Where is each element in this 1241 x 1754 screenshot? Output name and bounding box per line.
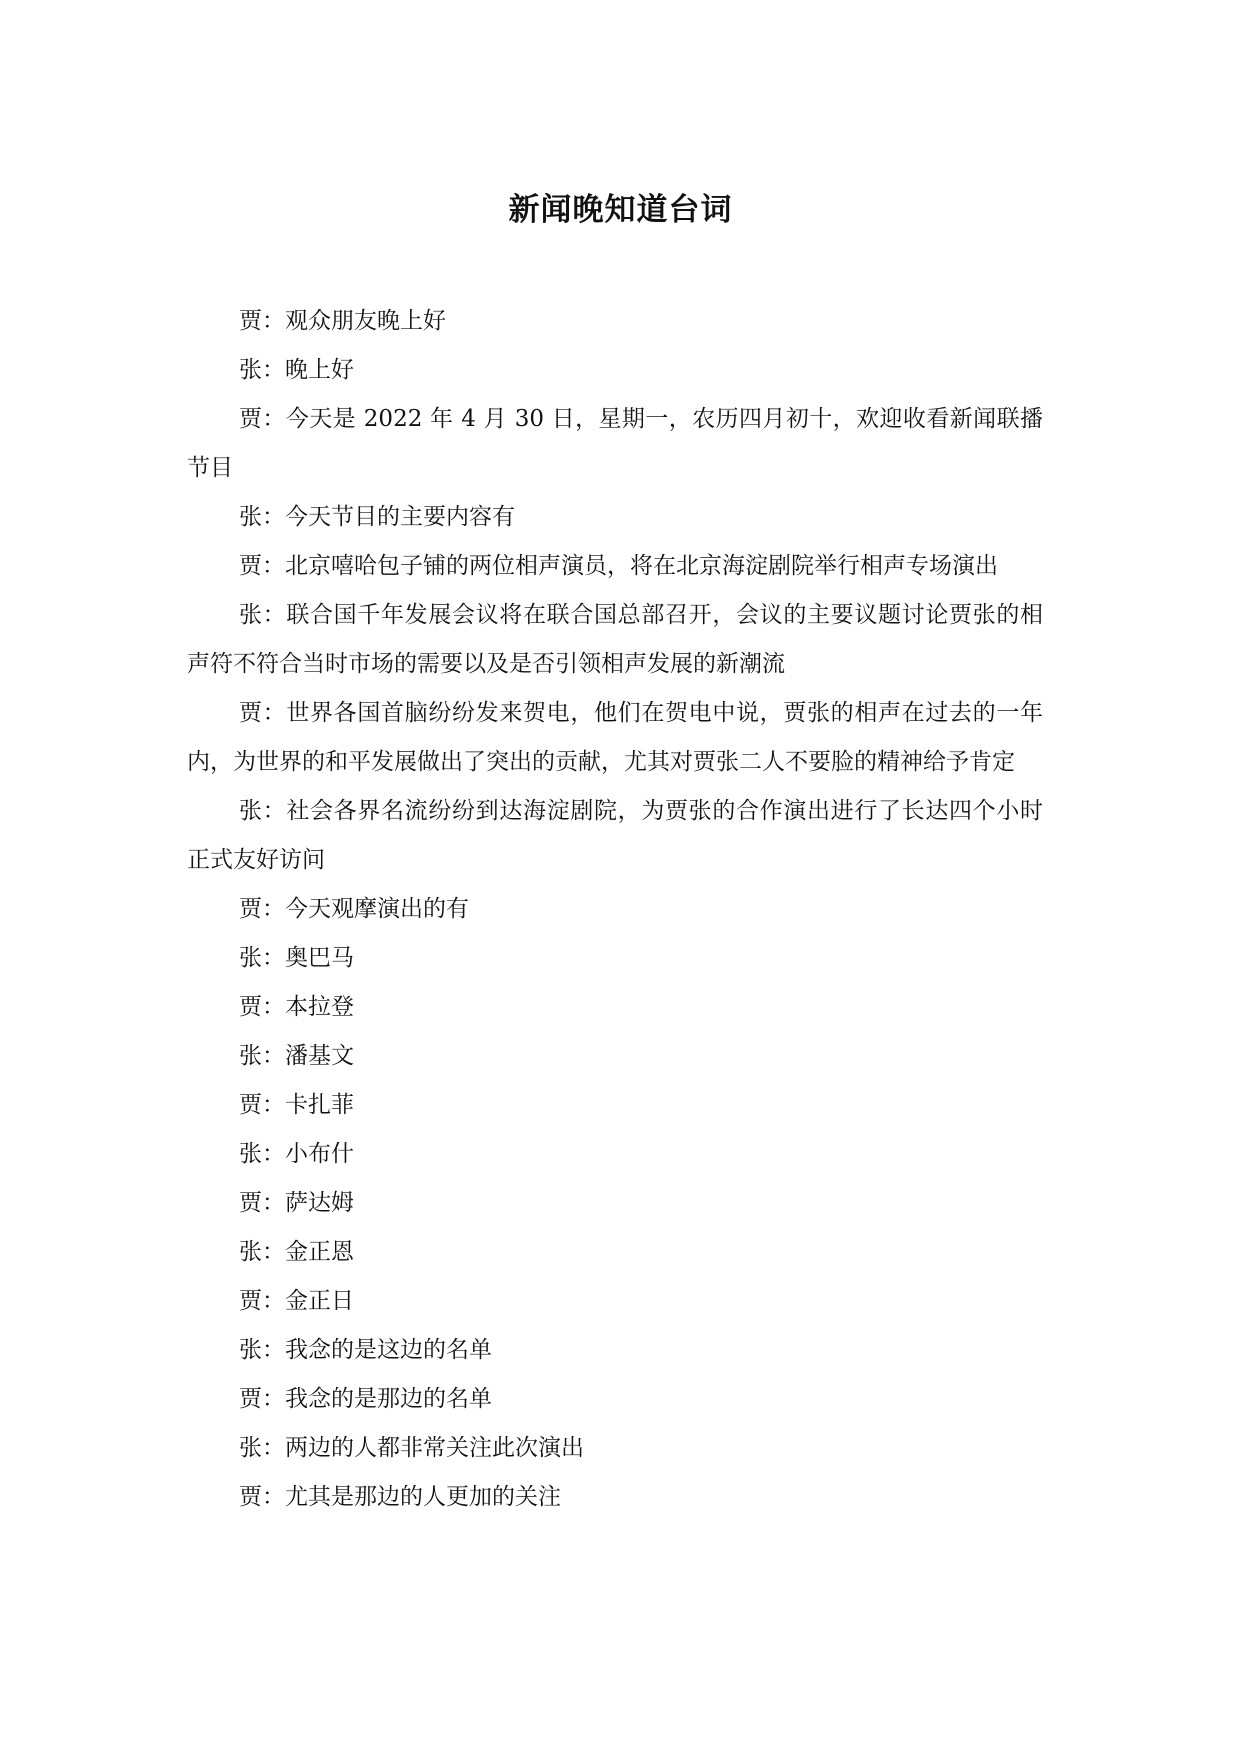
dialogue-line: 贾：卡扎菲 (239, 1092, 354, 1118)
dialogue-line: 贾：今天是 2022 年 4 月 30 日，星期一，农历四月初十，欢迎收看新闻联播节目 (187, 406, 1043, 481)
dialogue-line: 贾：世界各国首脑纷纷发来贺电，他们在贺电中说，贾张的相声在过去的一年内，为世界的和平发展做出了突出的贡献，尤其对贾张二人不要脸的精神给予肯定 (187, 700, 1043, 775)
dialogue-line: 张：我念的是这边的名单 (239, 1337, 492, 1363)
dialogue-line: 贾：金正日 (239, 1288, 354, 1314)
dialogue-line: 张：潘基文 (239, 1043, 354, 1069)
dialogue-line: 张：社会各界名流纷纷到达海淀剧院，为贾张的合作演出进行了长达四个小时正式友好访问 (187, 798, 1043, 873)
document-body (187, 297, 1043, 1522)
dialogue-line: 贾：我念的是那边的名单 (239, 1386, 492, 1412)
dialogue-line: 张：今天节目的主要内容有 (239, 504, 515, 530)
dialogue-line: 张：小布什 (239, 1141, 354, 1167)
dialogue-line: 贾：观众朋友晚上好 (239, 308, 446, 334)
dialogue-line: 张：联合国千年发展会议将在联合国总部召开，会议的主要议题讨论贾张的相声符不符合当时市场的需要以及是否引领相声发展的新潮流 (187, 602, 1043, 677)
dialogue-line: 贾：萨达姆 (239, 1190, 354, 1216)
dialogue-line: 贾：尤其是那边的人更加的关注 (239, 1484, 561, 1510)
dialogue-line: 贾：今天观摩演出的有 (239, 896, 469, 922)
dialogue-line: 张：晚上好 (239, 357, 354, 383)
dialogue-line: 张：金正恩 (239, 1239, 354, 1265)
dialogue-line: 张：奥巴马 (239, 945, 354, 971)
dialogue-line: 贾：本拉登 (239, 994, 354, 1020)
dialogue-line: 贾：北京嘻哈包子铺的两位相声演员，将在北京海淀剧院举行相声专场演出 (239, 553, 998, 579)
dialogue-line: 张：两边的人都非常关注此次演出 (239, 1435, 584, 1461)
document-title: 新闻晚知道台词 (508, 192, 733, 228)
